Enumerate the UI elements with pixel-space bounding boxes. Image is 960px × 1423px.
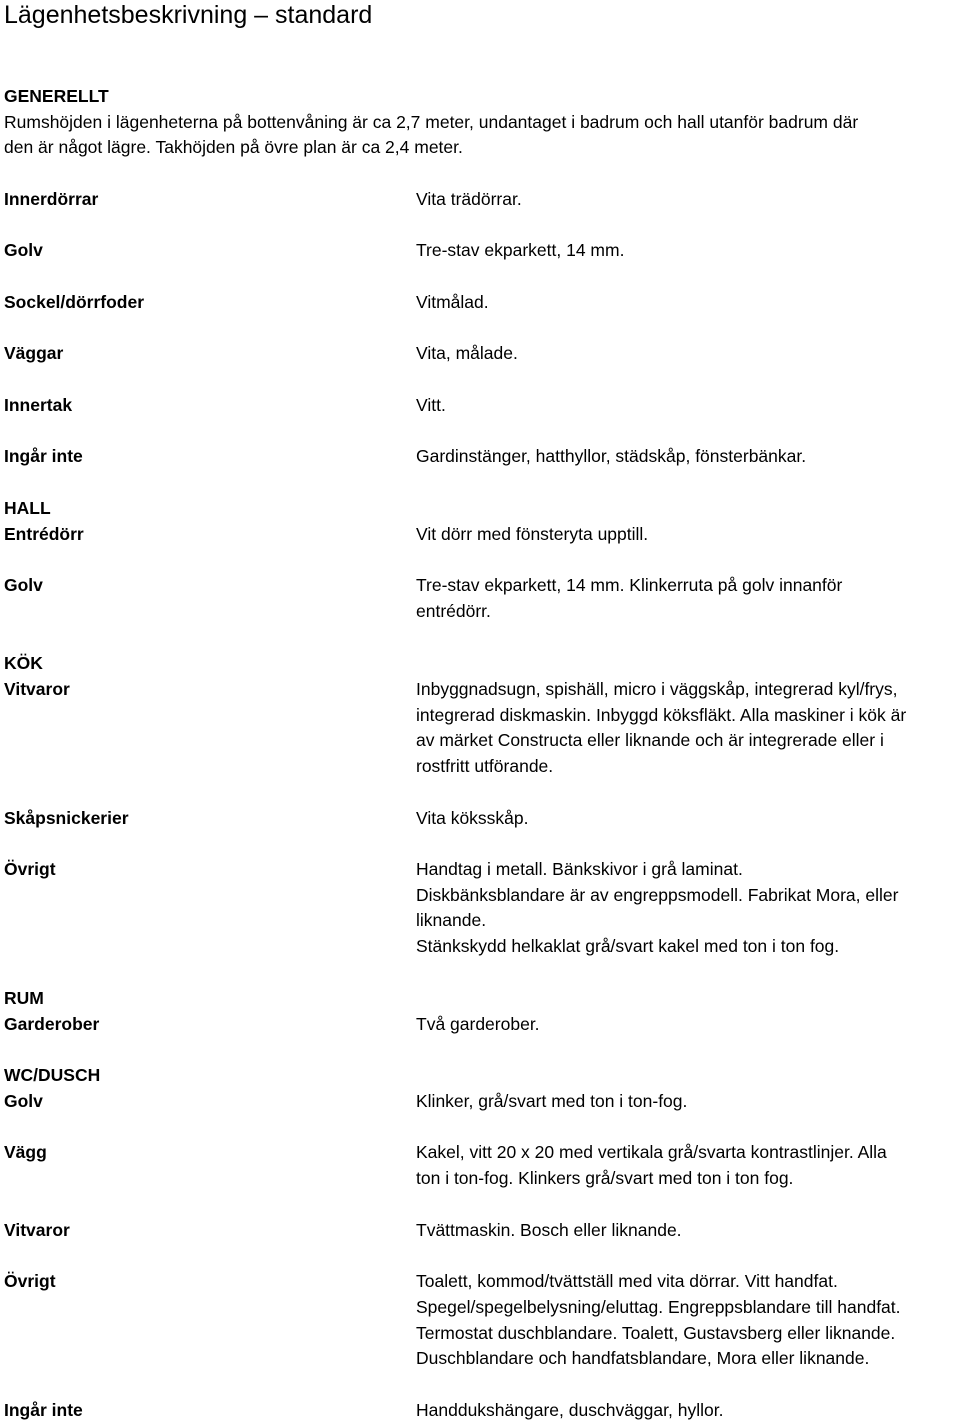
value-hall-golv-line: Tre-stav ekparkett, 14 mm. Klinkerruta på golv innanför bbox=[416, 575, 843, 595]
value-sockel-dorrfoder: Vitmålad. bbox=[416, 292, 489, 312]
value-kok-ovrigt-line: Stänkskydd helkaklat grå/svart kakel med ton i ton fog. bbox=[416, 936, 840, 956]
value-kok-vitvaror-line: Inbyggnadsugn, spishäll, micro i väggskåp, integrerad kyl/frys, bbox=[416, 679, 898, 699]
section-heading-rum: RUM bbox=[4, 988, 44, 1008]
general-text-line: Rumshöjden i lägenheterna på bottenvåning är ca 2,7 meter, undantaget i badrum och hall utanför badrum där bbox=[4, 112, 859, 132]
label-wc-ingar-inte: Ingår inte bbox=[4, 1400, 83, 1420]
label-kok-ovrigt: Övrigt bbox=[4, 859, 56, 879]
label-ingar-inte: Ingår inte bbox=[4, 446, 83, 466]
label-innerdorrar: Innerdörrar bbox=[4, 189, 99, 209]
value-wc-ingar-inte: Handdukshängare, duschväggar, hyllor. bbox=[416, 1400, 724, 1420]
label-garderober: Garderober bbox=[4, 1014, 100, 1034]
label-entredorr: Entrédörr bbox=[4, 524, 84, 544]
value-kok-ovrigt-line: liknande. bbox=[416, 910, 487, 930]
label-wc-vitvaror: Vitvaror bbox=[4, 1220, 70, 1240]
general-text-line: den är något lägre. Takhöjden på övre plan är ca 2,4 meter. bbox=[4, 137, 463, 157]
value-wc-ovrigt-line: Duschblandare och handfatsblandare, Mora eller liknande. bbox=[416, 1348, 870, 1368]
value-wc-ovrigt-line: Termostat duschblandare. Toalett, Gustavsberg eller liknande. bbox=[416, 1323, 896, 1343]
value-wc-ovrigt-line: Spegel/spegelbelysning/eluttag. Engreppsblandare till handfat. bbox=[416, 1297, 901, 1317]
label-hall-golv: Golv bbox=[4, 575, 43, 595]
value-wc-golv: Klinker, grå/svart med ton i ton-fog. bbox=[416, 1091, 688, 1111]
section-heading-kok: KÖK bbox=[4, 653, 43, 673]
label-golv: Golv bbox=[4, 240, 43, 260]
value-wc-vitvaror: Tvättmaskin. Bosch eller liknande. bbox=[416, 1220, 682, 1240]
section-heading-wc: WC/DUSCH bbox=[4, 1065, 101, 1085]
value-ingar-inte: Gardinstänger, hatthyllor, städskåp, fönsterbänkar. bbox=[416, 446, 807, 466]
value-kok-ovrigt-line: Handtag i metall. Bänkskivor i grå laminat. bbox=[416, 859, 743, 879]
page-title: Lägenhetsbeskrivning – standard bbox=[4, 1, 373, 29]
value-vaggar: Vita, målade. bbox=[416, 343, 518, 363]
value-hall-golv-line: entrédörr. bbox=[416, 601, 491, 621]
value-entredorr: Vit dörr med fönsteryta upptill. bbox=[416, 524, 649, 544]
value-kok-vitvaror-line: integrerad diskmaskin. Inbyggd köksfläkt. Alla maskiner i kök är bbox=[416, 705, 907, 725]
section-heading-hall: HALL bbox=[4, 498, 51, 518]
label-vaggar: Väggar bbox=[4, 343, 64, 363]
section-heading-general: GENERELLT bbox=[4, 86, 109, 106]
label-wc-vagg: Vägg bbox=[4, 1142, 47, 1162]
value-innerdorrar: Vita trädörrar. bbox=[416, 189, 522, 209]
value-garderober: Två garderober. bbox=[416, 1014, 540, 1034]
value-wc-ovrigt-line: Toalett, kommod/tvättställ med vita dörrar. Vitt handfat. bbox=[416, 1271, 838, 1291]
value-kok-vitvaror-line: av märket Constructa eller liknande och är integrerade eller i bbox=[416, 730, 884, 750]
value-kok-ovrigt-line: Diskbänksblandare är av engreppsmodell. Fabrikat Mora, eller bbox=[416, 885, 899, 905]
label-skapsnickerier: Skåpsnickerier bbox=[4, 808, 129, 828]
value-skapsnickerier: Vita köksskåp. bbox=[416, 808, 529, 828]
label-innertak: Innertak bbox=[4, 395, 73, 415]
value-wc-vagg-line: ton i ton-fog. Klinkers grå/svart med ton i ton fog. bbox=[416, 1168, 794, 1188]
label-sockel-dorrfoder: Sockel/dörrfoder bbox=[4, 292, 145, 312]
label-wc-ovrigt: Övrigt bbox=[4, 1271, 56, 1291]
value-golv: Tre-stav ekparkett, 14 mm. bbox=[416, 240, 625, 260]
value-innertak: Vitt. bbox=[416, 395, 446, 415]
label-wc-golv: Golv bbox=[4, 1091, 43, 1111]
value-kok-vitvaror-line: rostfritt utförande. bbox=[416, 756, 554, 776]
label-kok-vitvaror: Vitvaror bbox=[4, 679, 70, 699]
value-wc-vagg-line: Kakel, vitt 20 x 20 med vertikala grå/svarta kontrastlinjer. Alla bbox=[416, 1142, 887, 1162]
